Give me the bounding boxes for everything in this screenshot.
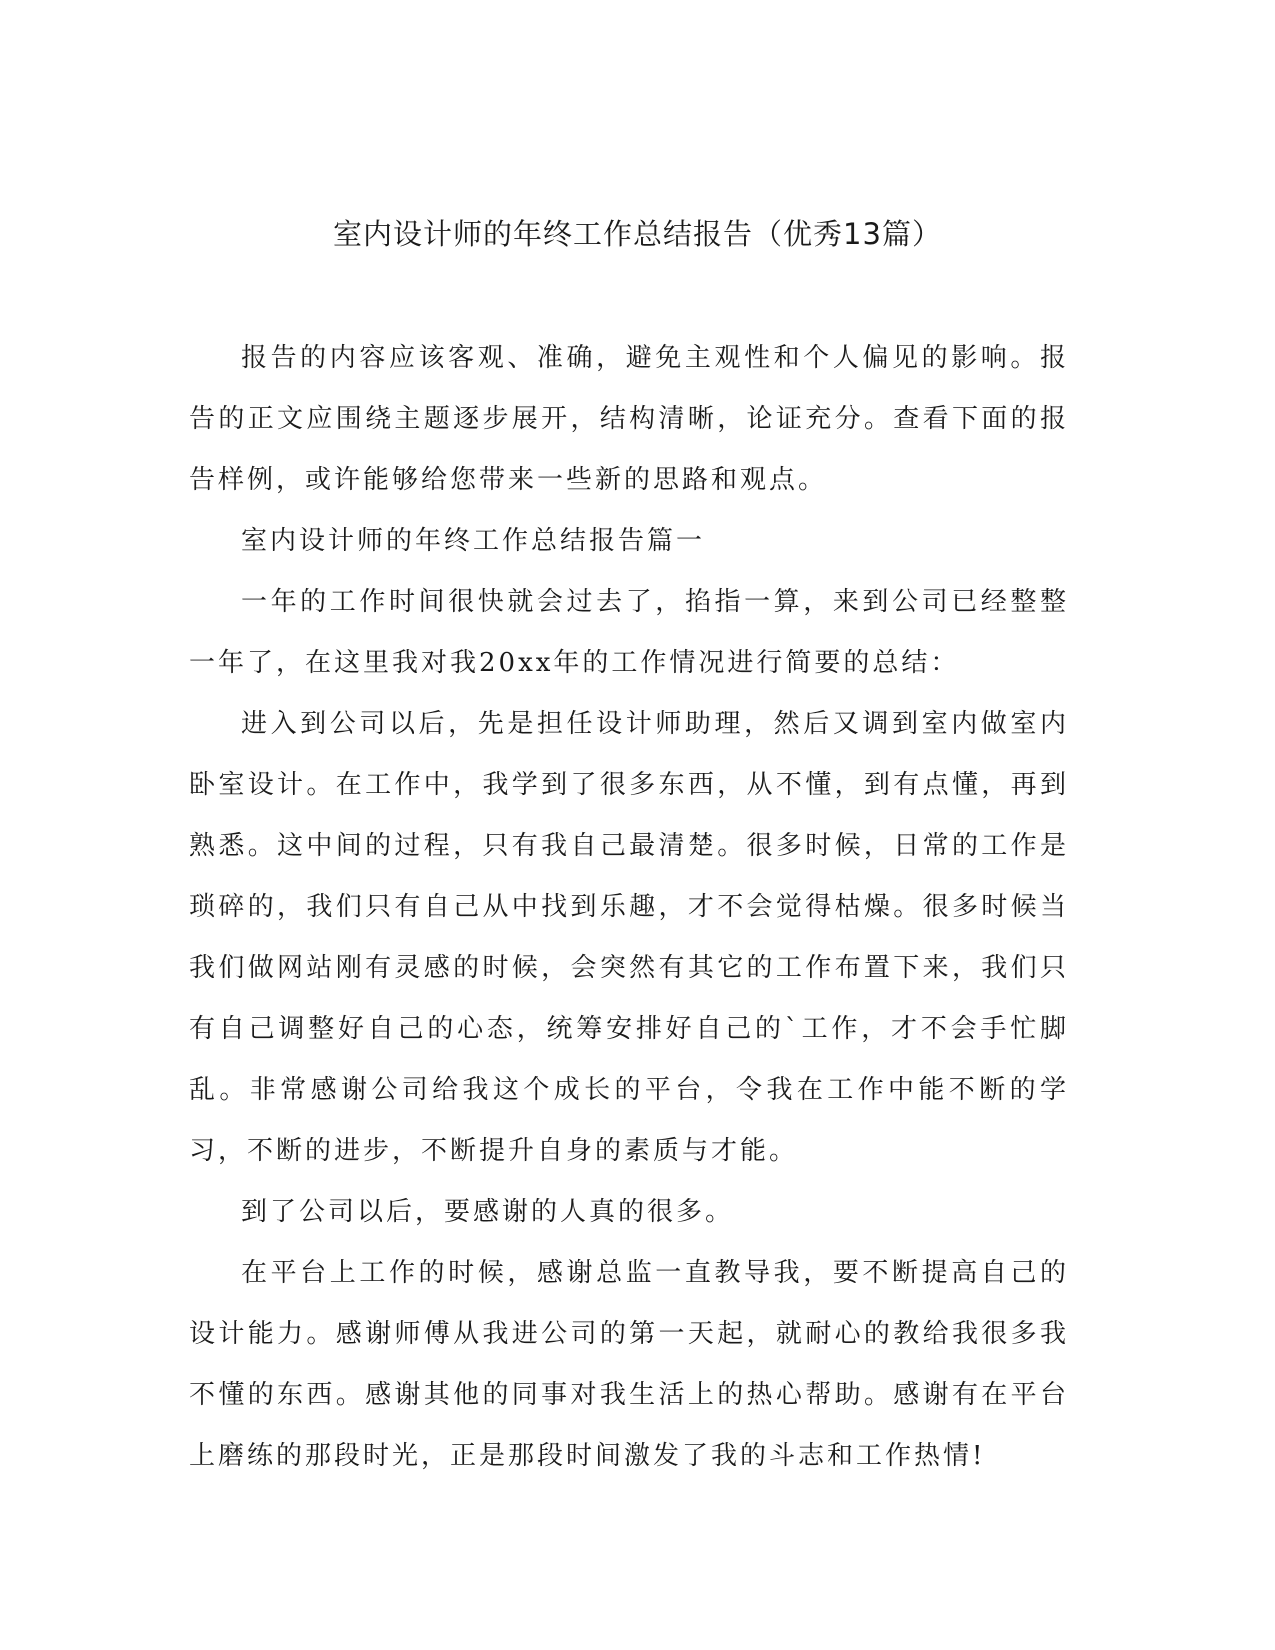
section-heading: 室内设计师的年终工作总结报告篇一 [241,526,706,556]
body-paragraph: 在平台上工作的时候，感谢总监一直教导我，要不断提高自己的设计能力。感谢师傅从我进公司的第一天起，就耐心的教给我很多我不懂的东西。感谢其他的同事对我生活上的热心帮助。感谢有在平台上磨练的那段时光，正是那段时间激发了我的斗志和工作热情! [189,1258,1069,1471]
body-paragraph: 一年的工作时间很快就会过去了，掐指一算，来到公司已经整整一年了，在这里我对我20xx年的工作情况进行简要的总结： [189,587,1069,678]
document-body [189,328,1069,1487]
intro-paragraph: 报告的内容应该客观、准确，避免主观性和个人偏见的影响。报告的正文应围绕主题逐步展开，结构清晰，论证充分。查看下面的报告样例，或许能够给您带来一些新的思路和观点。 [189,343,1069,495]
document-title: 室内设计师的年终工作总结报告（优秀13篇） [333,217,942,251]
body-paragraph: 进入到公司以后，先是担任设计师助理，然后又调到室内做室内卧室设计。在工作中，我学到了很多东西，从不懂，到有点懂，再到熟悉。这中间的过程，只有我自己最清楚。很多时候，日常的工作是琐碎的，我们只有自己从中找到乐趣，才不会觉得枯燥。很多时候当我们做网站刚有灵感的时候，会突然有其它的工作布置下来，我们只有自己调整好自己的心态，统筹安排好自己的`工作，才不会手忙脚乱。非常感谢公司给我这个成长的平台，令我在工作中能不断的学习，不断的进步，不断提升自身的素质与才能。 [189,709,1069,1166]
body-paragraph: 到了公司以后，要感谢的人真的很多。 [241,1197,735,1227]
